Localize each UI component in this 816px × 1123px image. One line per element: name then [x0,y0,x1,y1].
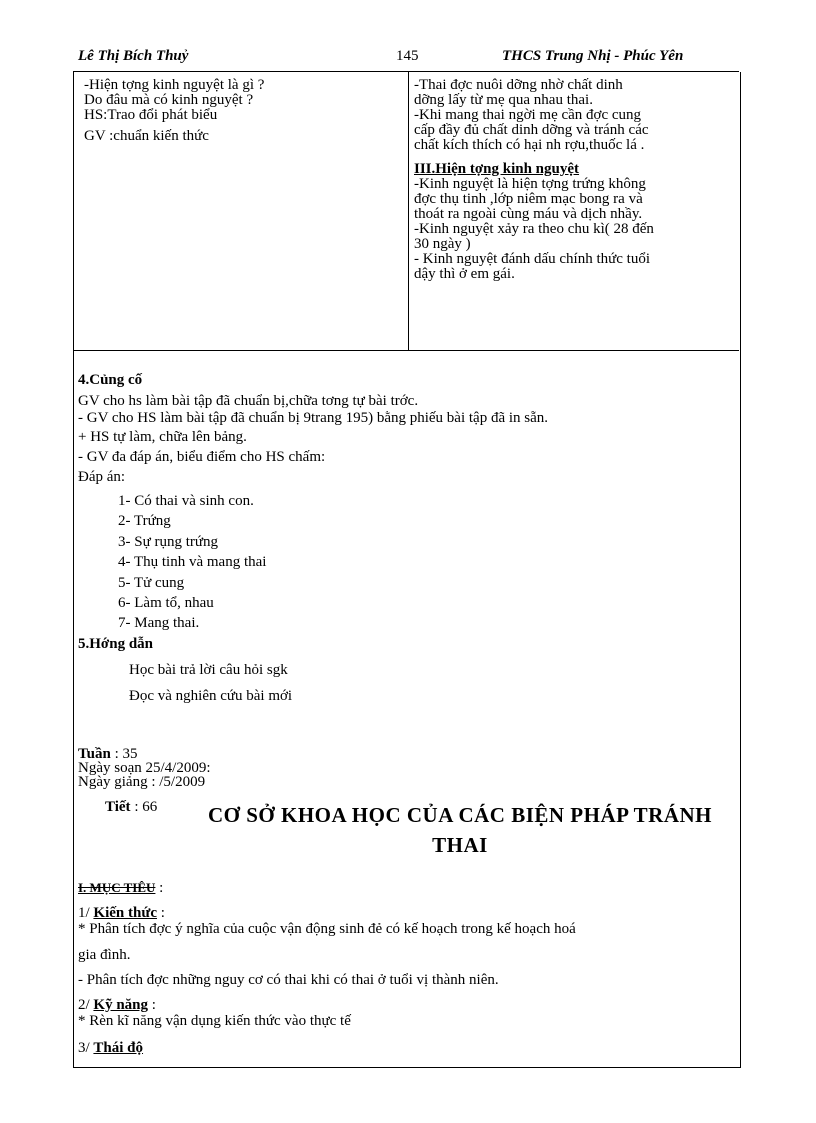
consolidation-line: GV cho hs làm bài tập đã chuẩn bị,chữa tơng tự bài trớc. [78,393,419,409]
week-value: : 35 [110,746,138,762]
lesson-title [180,800,740,860]
consolidation-line: - GV đa đáp án, biểu điểm cho HS chấm: [78,449,326,465]
content-line: -Kinh nguyệt xảy ra theo chu kì( 28 đến [414,221,654,237]
objectives-title-suffix: : [155,880,164,896]
question-line: Do đâu mà có kinh nguyệt ? [84,92,254,108]
teacher-activity-column [84,78,402,144]
attitude-prefix: 3/ [78,1040,94,1056]
section-heading: III.Hiện tợng kinh nguyệt [414,161,580,177]
answer-item: 2- Trứng [118,513,171,530]
skills-line: * Rèn kĩ năng vận dụng kiến thức vào thực tế [78,1013,351,1029]
activity-table [73,72,739,351]
content-line: đợc thụ tinh ,lớp niêm mạc bong ra và [414,191,643,207]
knowledge-line-3: - Phân tích đợc những nguy cơ có thai khi có thai ở tuổi vị thành niên. [78,972,499,988]
column-divider [408,72,409,350]
answer-item: 1- Có thai và sinh con. [118,493,254,509]
content-line: -Khi mang thai ngời mẹ cần đợc cung [414,107,642,123]
content-line: dậy thì ở em gái. [414,266,515,282]
guidance-heading: 5.Hớng dẫn [78,636,153,652]
guidance-body [129,657,292,709]
knowledge-suffix: : [157,905,165,921]
consolidation-body [78,393,548,487]
knowledge-label: Kiến thức [93,905,158,921]
skills-heading [78,997,351,1013]
consolidation-line: - GV cho HS làm bài tập đã chuẩn bị 9trang 195) bằng phiếu bài tập đã in sẵn. [78,410,549,426]
content-column [414,78,730,282]
prep-date: Ngày soạn 25/4/2009: [78,760,211,776]
content-line: dỡng lấy từ mẹ qua nhau thai. [414,92,593,108]
knowledge-heading [78,905,576,921]
attitude-label: Thái độ [93,1040,144,1056]
skills-block [78,997,351,1029]
lesson-title-line: CƠ SỞ KHOA HỌC CỦA CÁC BIỆN PHÁP TRÁNH [208,803,712,827]
consolidation-heading: 4.Củng cố [78,372,143,388]
content-line: -Thai đợc nuôi dỡng nhờ chất dinh [414,77,623,93]
header-author: Lê Thị Bích Thuỷ [78,48,189,64]
answer-list [118,491,266,634]
skills-suffix: : [148,997,156,1013]
objectives-heading [78,880,163,897]
content-line: -Kinh nguyệt là hiện tợng trứng không [414,176,646,192]
skills-prefix: 2/ [78,997,94,1013]
guidance-line: Đọc và nghiên cứu bài mới [129,688,293,704]
week-label: Tuần [78,746,111,762]
attitude-heading [78,1040,143,1057]
week-line [78,747,211,761]
answer-item: 4- Thụ tinh và mang thai [118,554,267,571]
consolidation-line: + HS tự làm, chữa lên bảng. [78,429,247,445]
student-line: HS:Trao đổi phát biểu [84,107,218,123]
header-school: THCS Trung Nhị - Phúc Yên [502,48,684,64]
period-label: Tiết [105,799,131,815]
knowledge-prefix: 1/ [78,905,94,921]
question-line: -Hiện tợng kinh nguyệt là gì ? [84,77,265,93]
lesson-meta [78,747,211,789]
answer-item: 6- Làm tổ, nhau [118,595,214,612]
teacher-line: GV :chuẩn kiến thức [84,128,209,144]
answer-item: 5- Tử cung [118,574,185,591]
content-line: thoát ra ngoài cùng máu và dịch nhầy. [414,206,643,222]
guidance-line: Học bài trả lời câu hỏi sgk [129,662,288,678]
knowledge-block [78,905,576,937]
period-value: : 66 [130,799,158,815]
lesson-title-line: THAI [432,833,488,857]
knowledge-line-2: gia đình. [78,947,131,963]
content-line: chất kích thích có hại nh rợu,thuốc lá . [414,137,645,153]
skills-label: Kỹ năng [93,997,149,1013]
objectives-title: I. MỤC TIÊU [78,880,156,895]
answer-item: 7- Mang thai. [118,615,200,632]
teach-date: Ngày giảng : /5/2009 [78,774,206,790]
content-line: cấp đầy đủ chất dinh dỡng và tránh các [414,122,649,138]
page-number: 145 [396,48,419,64]
content-line: - Kinh nguyệt đánh dấu chính thức tuổi [414,251,651,267]
period-line [105,799,157,816]
answer-item: 3- Sự rụng trứng [118,533,219,550]
content-line: 30 ngày ) [414,236,471,252]
knowledge-line: * Phân tích đợc ý nghĩa của cuộc vận động sinh đẻ có kế hoạch trong kế hoạch hoá [78,921,576,937]
answers-label: Đáp án: [78,469,126,485]
